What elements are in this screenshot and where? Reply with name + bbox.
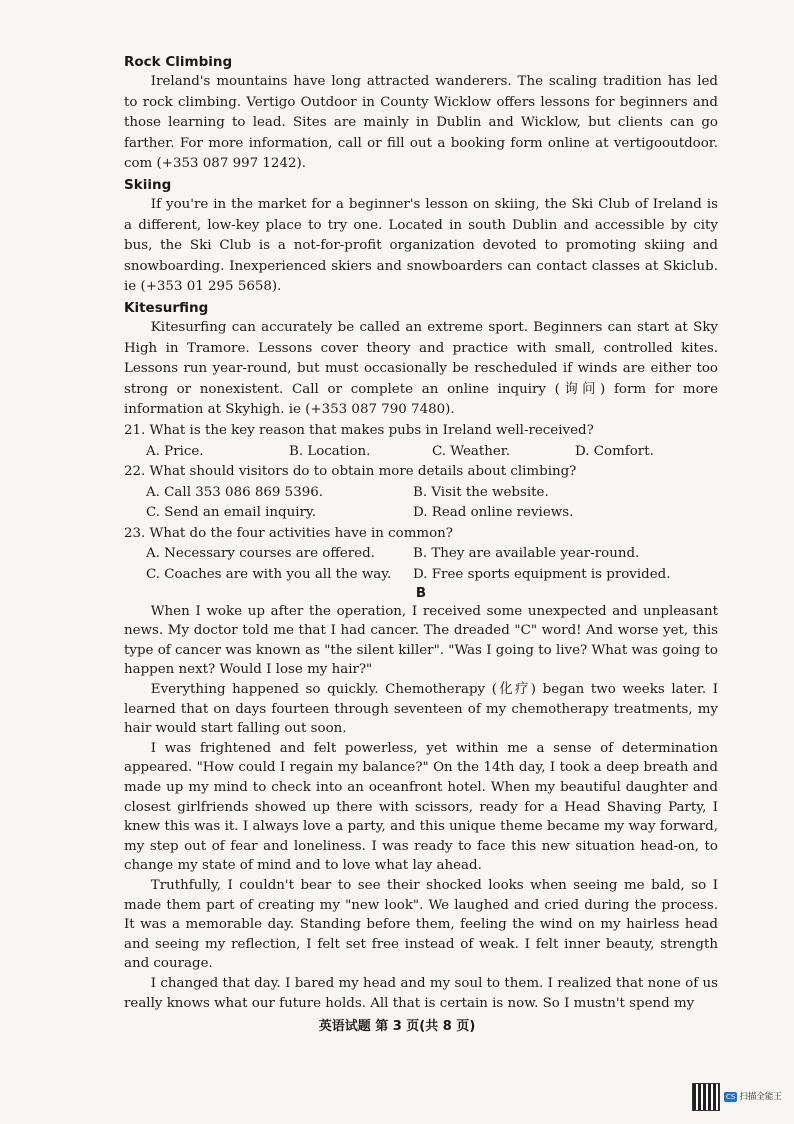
option: C. Send an email inquiry. [146,505,316,521]
section-b-mark: B [415,585,427,601]
passage-paragraph: When I woke up after the operation, I received some unexpected and unpleasant news. My doctor told me that I had cancer. The dreaded "C" word! And worse yet, this type of cancer was known as "the silent killer". "Was I going to live? What was going to happen next? Would I lose my hair?" [124,603,718,678]
scanner-watermark [692,1082,790,1112]
scanner-label [724,1092,782,1102]
passage-paragraph: I changed that day. I bared my head and my soul to them. I realized that none of us really knows what our future holds. All that is certain is now. So I mustn't spend my [124,975,718,1011]
passage-paragraph: Truthfully, I couldn't bear to see their shocked looks when seeing me bald, so I made them part of creating my "new look". We laughed and cried during the process. It was a memorable day. Standing before them, feeling the wind on my hairless head and seeing my reflection, I felt set free instead of weak. I felt inner beauty, strength and courage. [124,877,718,972]
question-23-options [124,544,718,585]
option: D. Comfort. [575,443,654,459]
option: A. Call 353 086 869 5396. [146,484,324,500]
question-21: 21. What is the key reason that makes pubs in Ireland well-received? [124,422,594,438]
option: A. Price. [146,443,204,459]
question-21-options [124,442,718,463]
option: C. Coaches are with you all the way. [146,567,392,583]
passage-paragraph: Everything happened so quickly. Chemotherapy (化疗) began two weeks later. I learned that on days fourteen through seventeen of my chemotherapy treatments, my hair would start falling out soon. [124,682,718,737]
kitesurfing-text: Kitesurfing can accurately be called an extreme sport. Beginners can start at Sky High in Tramore. Lessons cover theory and practice with small, controlled kites. Lessons run year-round, but must occasionally be rescheduled if winds are either too strong or nonexistent. Call or complete an online inquiry (询问) form for more information at Skyhigh. ie (+353 087 790 7480). [124,319,718,418]
skiing-heading: Skiing [124,176,172,193]
option: B. Visit the website. [413,484,549,500]
option: D. Free sports equipment is provided. [413,567,671,583]
page-footer: 英语试题 第 3 页(共 8 页) [318,1019,476,1034]
qr-code-icon [692,1083,720,1111]
cs-logo-icon: CS [726,1093,736,1101]
scanner-app-name: 扫描全能王 [739,1092,782,1102]
question-23: 23. What do the four activities have in common? [124,525,453,541]
skiing-text: If you're in the market for a beginner's lesson on skiing, the Ski Club of Ireland is a different, low-key place to try one. Located in south Dublin and accessible by city bus, the Ski Club is a not-for-profit organization devoted to promoting skiing and snowboarding. Inexperienced skiers and snowboarders can contact classes at Skiclub. ie (+353 01 295 5658). [124,196,718,295]
question-22: 22. What should visitors do to obtain more details about climbing? [124,464,577,480]
option: B. They are available year-round. [413,546,640,562]
option: C. Weather. [432,443,510,459]
rock-climbing-heading: Rock Climbing [124,54,233,70]
rock-climbing-text: Ireland's mountains have long attracted wanderers. The scaling tradition has led to rock climbing. Vertigo Outdoor in County Wicklow offers lessons for beginners and those learning to lead. Sites are mainly in Dublin and Wicklow, but clients can go farther. For more information, call or fill out a booking form online at vertigooutdoor. com (+353 087 997 1242). [124,74,718,172]
option: A. Necessary courses are offered. [146,546,375,562]
question-22-options [124,483,718,524]
page-content [124,52,718,1013]
passage-paragraph: I was frightened and felt powerless, yet within me a sense of determination appeared. "How could I regain my balance?" On the 14th day, I took a deep breath and made up my mind to check into an oceanfront hotel. When my beautiful daughter and closest girlfriends showed up there with scissors, ready for a Head Shaving Party, I knew this was it. I always love a party, and this unique theme became my way forward, my step out of fear and loneliness. I was ready to face this new situation head-on, to change my state of mind and to love what lay ahead. [124,740,718,874]
kitesurfing-heading: Kitesurfing [124,299,209,316]
option: D. Read online reviews. [413,505,574,521]
option: B. Location. [289,443,371,459]
